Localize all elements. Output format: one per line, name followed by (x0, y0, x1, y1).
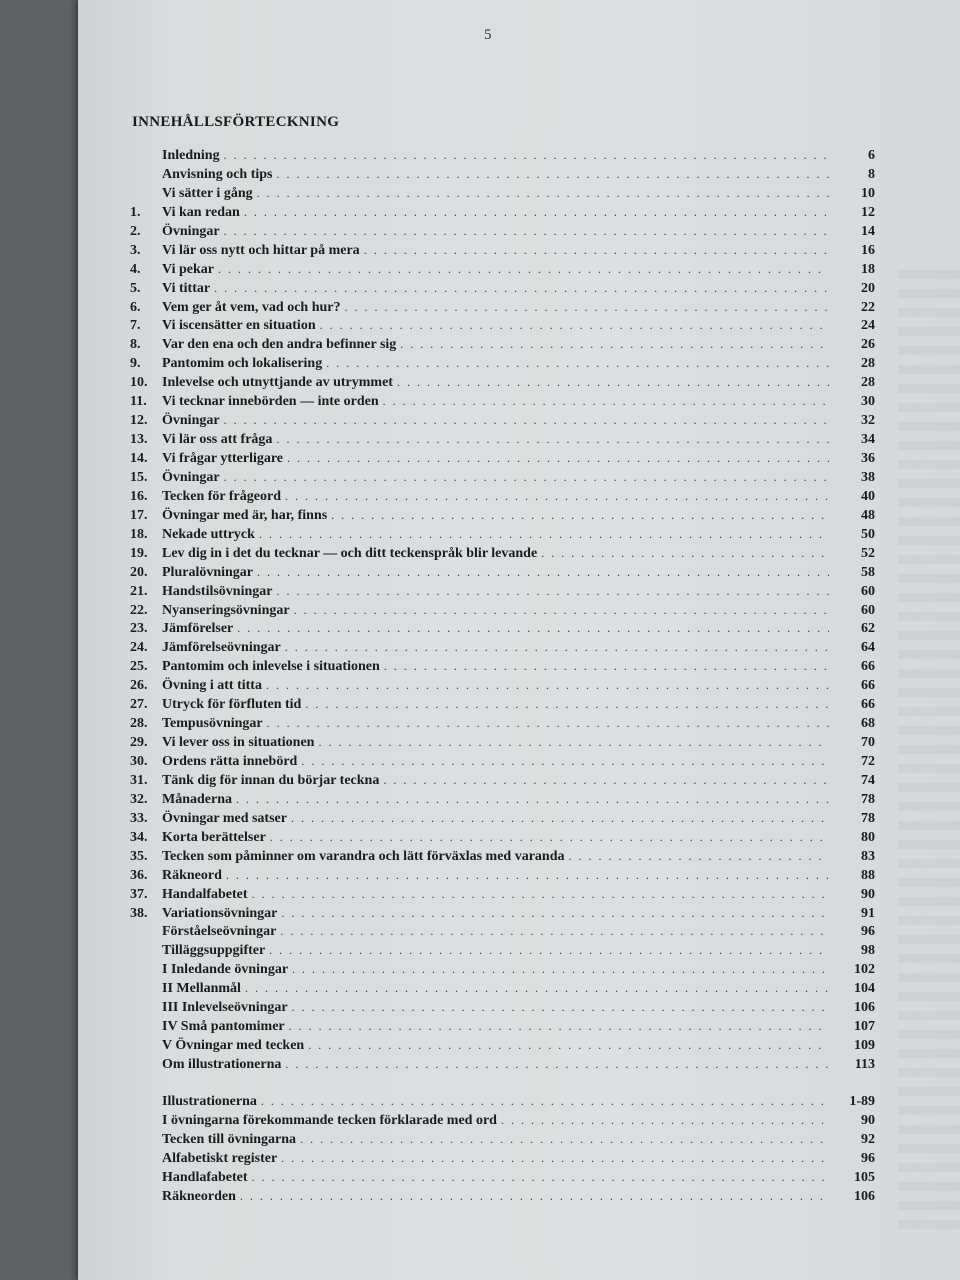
dot-leader (252, 1170, 829, 1185)
page-number: 5 (484, 27, 492, 43)
toc-entry (130, 300, 875, 319)
dot-leader (345, 300, 830, 315)
dot-leader (245, 981, 829, 996)
dot-leader (291, 811, 829, 826)
entry-title: Nekade uttryck (162, 526, 255, 542)
entry-page: 36 (861, 451, 875, 466)
toc-entry (130, 470, 875, 489)
toc-entry (130, 489, 875, 508)
entry-number: 36. (130, 867, 148, 883)
entry-number: 3. (130, 242, 141, 258)
toc-entry (130, 337, 875, 356)
entry-page: 26 (861, 337, 875, 353)
entry-title: Handalfabetet (162, 886, 248, 902)
entry-number: 21. (130, 583, 148, 599)
entry-page: 60 (861, 583, 875, 599)
dot-leader (331, 508, 829, 523)
dot-leader (276, 584, 829, 599)
entry-number: 9. (130, 356, 141, 372)
entry-title: Variationsövningar (162, 905, 278, 921)
entry-title: Handlafabetet (162, 1169, 248, 1185)
dot-leader (285, 489, 829, 504)
entry-page: 6 (868, 148, 875, 163)
toc-entry (130, 603, 875, 622)
dot-leader (301, 754, 829, 769)
entry-number: 25. (130, 659, 148, 675)
toc-entry (130, 906, 875, 925)
entry-page: 83 (861, 848, 875, 864)
toc-entry (130, 546, 875, 565)
dot-leader (541, 546, 829, 561)
entry-page: 24 (861, 318, 875, 334)
toc-entry (130, 716, 875, 735)
entry-title: II Mellanmål (162, 981, 241, 997)
toc-entry (130, 1000, 875, 1019)
toc-entry (130, 621, 875, 640)
entry-title: Vi sätter i gång (162, 185, 253, 201)
entry-page: 96 (861, 1150, 875, 1166)
entry-page: 50 (861, 526, 875, 542)
toc-entry (130, 981, 875, 1000)
entry-title: Var den ena och den andra befinner sig (162, 337, 397, 353)
toc-entry (130, 849, 875, 868)
toc-entry (130, 224, 875, 243)
dot-leader (289, 1019, 829, 1034)
dot-leader (257, 565, 829, 580)
entry-page: 20 (861, 280, 875, 296)
toc-entry (130, 167, 875, 186)
dot-leader (224, 470, 829, 485)
toc-entry (130, 432, 875, 451)
entry-title: Pluralövningar (162, 564, 254, 580)
entry-page: 113 (854, 1057, 875, 1072)
dot-leader (281, 906, 829, 921)
entry-number: 18. (130, 526, 148, 542)
entry-number: 1. (130, 204, 141, 220)
toc-entry (130, 243, 875, 262)
toc-entry (130, 792, 875, 811)
entry-number: 27. (130, 697, 148, 713)
entry-page: 34 (861, 432, 875, 448)
entry-number: 23. (130, 621, 148, 637)
entry-title: Vi tecknar innebörden — inte orden (162, 394, 379, 410)
dot-leader (269, 943, 829, 958)
entry-page: 105 (854, 1169, 875, 1185)
dot-leader (292, 962, 829, 977)
entry-number: 32. (130, 791, 148, 807)
entry-title: Jämförelser (162, 621, 234, 637)
dot-leader (569, 849, 830, 864)
entry-title: Pantomim och inlevelse i situationen (162, 659, 380, 675)
entry-number: 38. (130, 905, 148, 921)
entry-title: Om illustrationerna (162, 1057, 282, 1072)
toc-entry (130, 640, 875, 659)
entry-page: 64 (861, 640, 875, 656)
entry-number: 19. (130, 545, 148, 561)
entry-number: 22. (130, 602, 148, 618)
dot-leader (305, 697, 829, 712)
entry-title: Tilläggsuppgifter (162, 943, 266, 959)
entry-page: 28 (861, 375, 875, 391)
toc-entries (130, 148, 875, 1076)
dot-leader (300, 1132, 829, 1147)
dot-leader (280, 924, 829, 939)
entry-page: 52 (861, 545, 875, 561)
entry-page: 40 (861, 488, 875, 504)
entry-page: 14 (861, 223, 875, 239)
entry-title: Tecken som påminner om varandra och lätt förväxlas med varanda (162, 848, 565, 864)
dot-leader (285, 1057, 829, 1072)
toc-entry (130, 830, 875, 849)
entry-number: 33. (130, 810, 148, 826)
entry-title: I övningarna förekommande tecken förklarade med ord (162, 1112, 497, 1128)
entry-title: Anvisning och tips (162, 166, 273, 182)
entry-page: 22 (861, 299, 875, 315)
entry-page: 92 (861, 1131, 875, 1147)
entry-number: 20. (130, 564, 148, 580)
toc-entry (130, 1094, 875, 1113)
dot-leader (400, 337, 829, 352)
toc-entry (130, 186, 875, 205)
toc-entry (130, 413, 875, 432)
entry-title: Utryck för förfluten tid (162, 697, 302, 713)
toc-entry (130, 943, 875, 962)
entry-number: 16. (130, 488, 148, 504)
dot-leader (281, 1151, 829, 1166)
toc-entry (130, 1038, 875, 1057)
toc-entry (130, 508, 875, 527)
dot-leader (318, 735, 829, 750)
entry-title: Vi lever oss in situationen (162, 735, 315, 751)
dot-leader (383, 773, 829, 788)
entry-page: 48 (861, 507, 875, 523)
entry-title: III Inlevelseövningar (162, 1000, 288, 1016)
toc-entry (130, 887, 875, 906)
entry-number: 5. (130, 280, 141, 296)
dot-leader (285, 640, 829, 655)
entry-title: Övningar (162, 413, 220, 429)
dot-leader (397, 375, 829, 390)
entry-number: 35. (130, 848, 148, 864)
dot-leader (218, 262, 829, 277)
toc-entry (130, 697, 875, 716)
entry-number: 15. (130, 469, 148, 485)
toc-entry (130, 584, 875, 603)
entry-title: Tempusövningar (162, 716, 263, 732)
entry-number: 14. (130, 451, 148, 466)
entry-title: V Övningar med tecken (162, 1038, 305, 1054)
entry-page: 66 (861, 659, 875, 675)
toc-entry (130, 868, 875, 887)
entry-page: 106 (854, 1188, 875, 1204)
entry-title: Övningar (162, 223, 220, 239)
toc-entry (130, 1019, 875, 1038)
entry-number: 24. (130, 640, 148, 656)
entry-page: 12 (861, 204, 875, 220)
entry-page: 18 (861, 261, 875, 277)
dot-leader (320, 318, 829, 333)
dot-leader (237, 621, 829, 636)
entry-number: 11. (130, 394, 147, 410)
entry-number: 7. (130, 318, 141, 334)
entry-page: 8 (868, 166, 875, 182)
dot-leader (267, 716, 829, 731)
entry-number: 8. (130, 337, 141, 353)
entry-number: 34. (130, 829, 148, 845)
toc-entry (130, 565, 875, 584)
entry-number: 6. (130, 299, 141, 315)
entry-title: Inlevelse och utnyttjande av utrymmet (162, 375, 393, 391)
entry-page: 32 (861, 413, 875, 429)
entry-title: Ordens rätta innebörd (162, 754, 298, 769)
entry-number: 26. (130, 678, 148, 694)
toc-entry (130, 754, 875, 773)
toc-entry (130, 375, 875, 394)
entry-page: 30 (861, 394, 875, 410)
dot-leader (261, 1094, 829, 1109)
entry-page: 74 (861, 772, 875, 788)
dot-leader (276, 432, 829, 447)
entry-page: 98 (861, 943, 875, 959)
entry-page: 107 (854, 1019, 875, 1035)
dot-leader (364, 243, 829, 258)
toc-heading: INNEHÅLLSFÖRTECKNING (132, 114, 340, 130)
entry-page: 68 (861, 716, 875, 732)
dot-leader (236, 792, 829, 807)
toc-entry (130, 1170, 875, 1189)
toc-entry (130, 1132, 875, 1151)
entry-number: 13. (130, 432, 148, 448)
toc-entry (130, 318, 875, 337)
entry-title: Räkneorden (162, 1188, 236, 1204)
toc-entry (130, 451, 875, 470)
entry-title: Tecken för frågeord (162, 488, 281, 504)
entry-title: Räkneord (162, 867, 222, 883)
entry-page: 102 (854, 962, 875, 978)
entry-title: Jämförelseövningar (162, 640, 281, 656)
entry-title: Övning i att titta (162, 678, 262, 694)
entry-title: IV Små pantomimer (162, 1019, 285, 1035)
dot-leader (224, 148, 829, 163)
entry-title: Alfabetiskt register (162, 1150, 278, 1166)
toc-entry (130, 281, 875, 300)
entry-title: Nyanseringsövningar (162, 602, 290, 618)
entry-title: Vi lär oss att fråga (162, 432, 273, 448)
entry-title: Korta berättelser (162, 829, 266, 845)
dot-leader (292, 1000, 829, 1015)
entry-title: Pantomim och lokalisering (162, 356, 323, 372)
entry-title: Övningar med satser (162, 810, 287, 826)
entry-page: 88 (861, 867, 875, 883)
entry-page: 90 (861, 1112, 875, 1128)
dot-leader (226, 868, 829, 883)
toc-entry (130, 1151, 875, 1170)
entry-title: Lev dig in i det du tecknar — och ditt teckenspråk blir levande (162, 545, 538, 561)
entry-page: 10 (861, 185, 875, 201)
toc-entry (130, 394, 875, 413)
dot-leader (294, 603, 829, 618)
dot-leader (384, 659, 829, 674)
dot-leader (240, 1189, 829, 1204)
toc-entry (130, 735, 875, 754)
entry-title: Handstilsövningar (162, 583, 273, 599)
dot-leader (257, 186, 829, 201)
entry-number: 10. (130, 375, 148, 391)
table-of-contents (130, 148, 875, 1208)
entry-title: Vi pekar (162, 261, 214, 277)
entry-page: 90 (861, 886, 875, 902)
entry-page: 78 (861, 810, 875, 826)
entry-title: I Inledande övningar (162, 962, 289, 978)
entry-number: 12. (130, 413, 148, 429)
entry-page: 66 (861, 697, 875, 713)
entry-title: Vi kan redan (162, 204, 240, 220)
toc-entry (130, 527, 875, 546)
dot-leader (244, 205, 829, 220)
toc-entry (130, 962, 875, 981)
toc-entry (130, 811, 875, 830)
entry-title: Övningar med är, har, finns (162, 507, 328, 523)
entry-page: 38 (861, 469, 875, 485)
entry-page: 106 (854, 1000, 875, 1016)
toc-entry (130, 678, 875, 697)
entry-number: 31. (130, 772, 148, 788)
entry-number: 17. (130, 507, 148, 523)
entry-page: 96 (861, 924, 875, 940)
entry-page: 58 (861, 564, 875, 580)
toc-entry (130, 659, 875, 678)
dot-leader (224, 413, 829, 428)
dot-leader (276, 167, 829, 182)
entry-page: 60 (861, 602, 875, 618)
toc-entry (130, 773, 875, 792)
entry-title: Förståelseövningar (162, 924, 277, 940)
entry-page: 1-89 (849, 1093, 875, 1109)
dot-leader (326, 356, 829, 371)
entry-page: 62 (861, 621, 875, 637)
dot-leader (501, 1113, 829, 1128)
toc-appendix (130, 1094, 875, 1208)
toc-entry (130, 924, 875, 943)
toc-entry (130, 1113, 875, 1132)
entry-page: 72 (861, 754, 875, 769)
entry-page: 70 (861, 735, 875, 751)
entry-number: 30. (130, 754, 148, 769)
toc-entry (130, 262, 875, 281)
toc-entry (130, 205, 875, 224)
toc-entry (130, 1057, 875, 1076)
entry-page: 66 (861, 678, 875, 694)
toc-entry (130, 1189, 875, 1208)
entry-number: 4. (130, 261, 141, 277)
entry-page: 104 (854, 981, 875, 997)
entry-number: 29. (130, 735, 148, 751)
dot-leader (287, 451, 829, 466)
toc-gap (130, 1076, 875, 1094)
entry-title: Vem ger åt vem, vad och hur? (162, 299, 341, 315)
entry-page: 109 (854, 1038, 875, 1054)
dot-leader (308, 1038, 829, 1053)
show-through-text (898, 270, 960, 1230)
entry-page: 78 (861, 791, 875, 807)
entry-title: Övningar (162, 469, 220, 485)
entry-title: Tecken till övningarna (162, 1131, 297, 1147)
entry-page: 16 (861, 242, 875, 258)
entry-title: Vi iscensätter en situation (162, 318, 316, 334)
dot-leader (266, 678, 829, 693)
entry-number: 37. (130, 886, 148, 902)
entry-page: 80 (861, 829, 875, 845)
entry-title: Vi lär oss nytt och hittar på mera (162, 242, 360, 258)
entry-number: 28. (130, 716, 148, 732)
entry-number: 2. (130, 223, 141, 239)
entry-title: Tänk dig för innan du börjar teckna (162, 772, 380, 788)
entry-title: Illustrationerna (162, 1093, 257, 1109)
dot-leader (270, 830, 829, 845)
dot-leader (259, 527, 829, 542)
toc-entry (130, 356, 875, 375)
entry-title: Vi frågar ytterligare (162, 451, 284, 466)
entry-title: Vi tittar (162, 280, 211, 296)
dot-leader (383, 394, 829, 409)
entry-page: 91 (861, 905, 875, 921)
toc-entry (130, 148, 875, 167)
dot-leader (252, 887, 829, 902)
entry-page: 28 (861, 356, 875, 372)
dot-leader (224, 224, 829, 239)
entry-title: Månaderna (162, 791, 232, 807)
dot-leader (214, 281, 829, 296)
entry-title: Inledning (162, 148, 220, 163)
